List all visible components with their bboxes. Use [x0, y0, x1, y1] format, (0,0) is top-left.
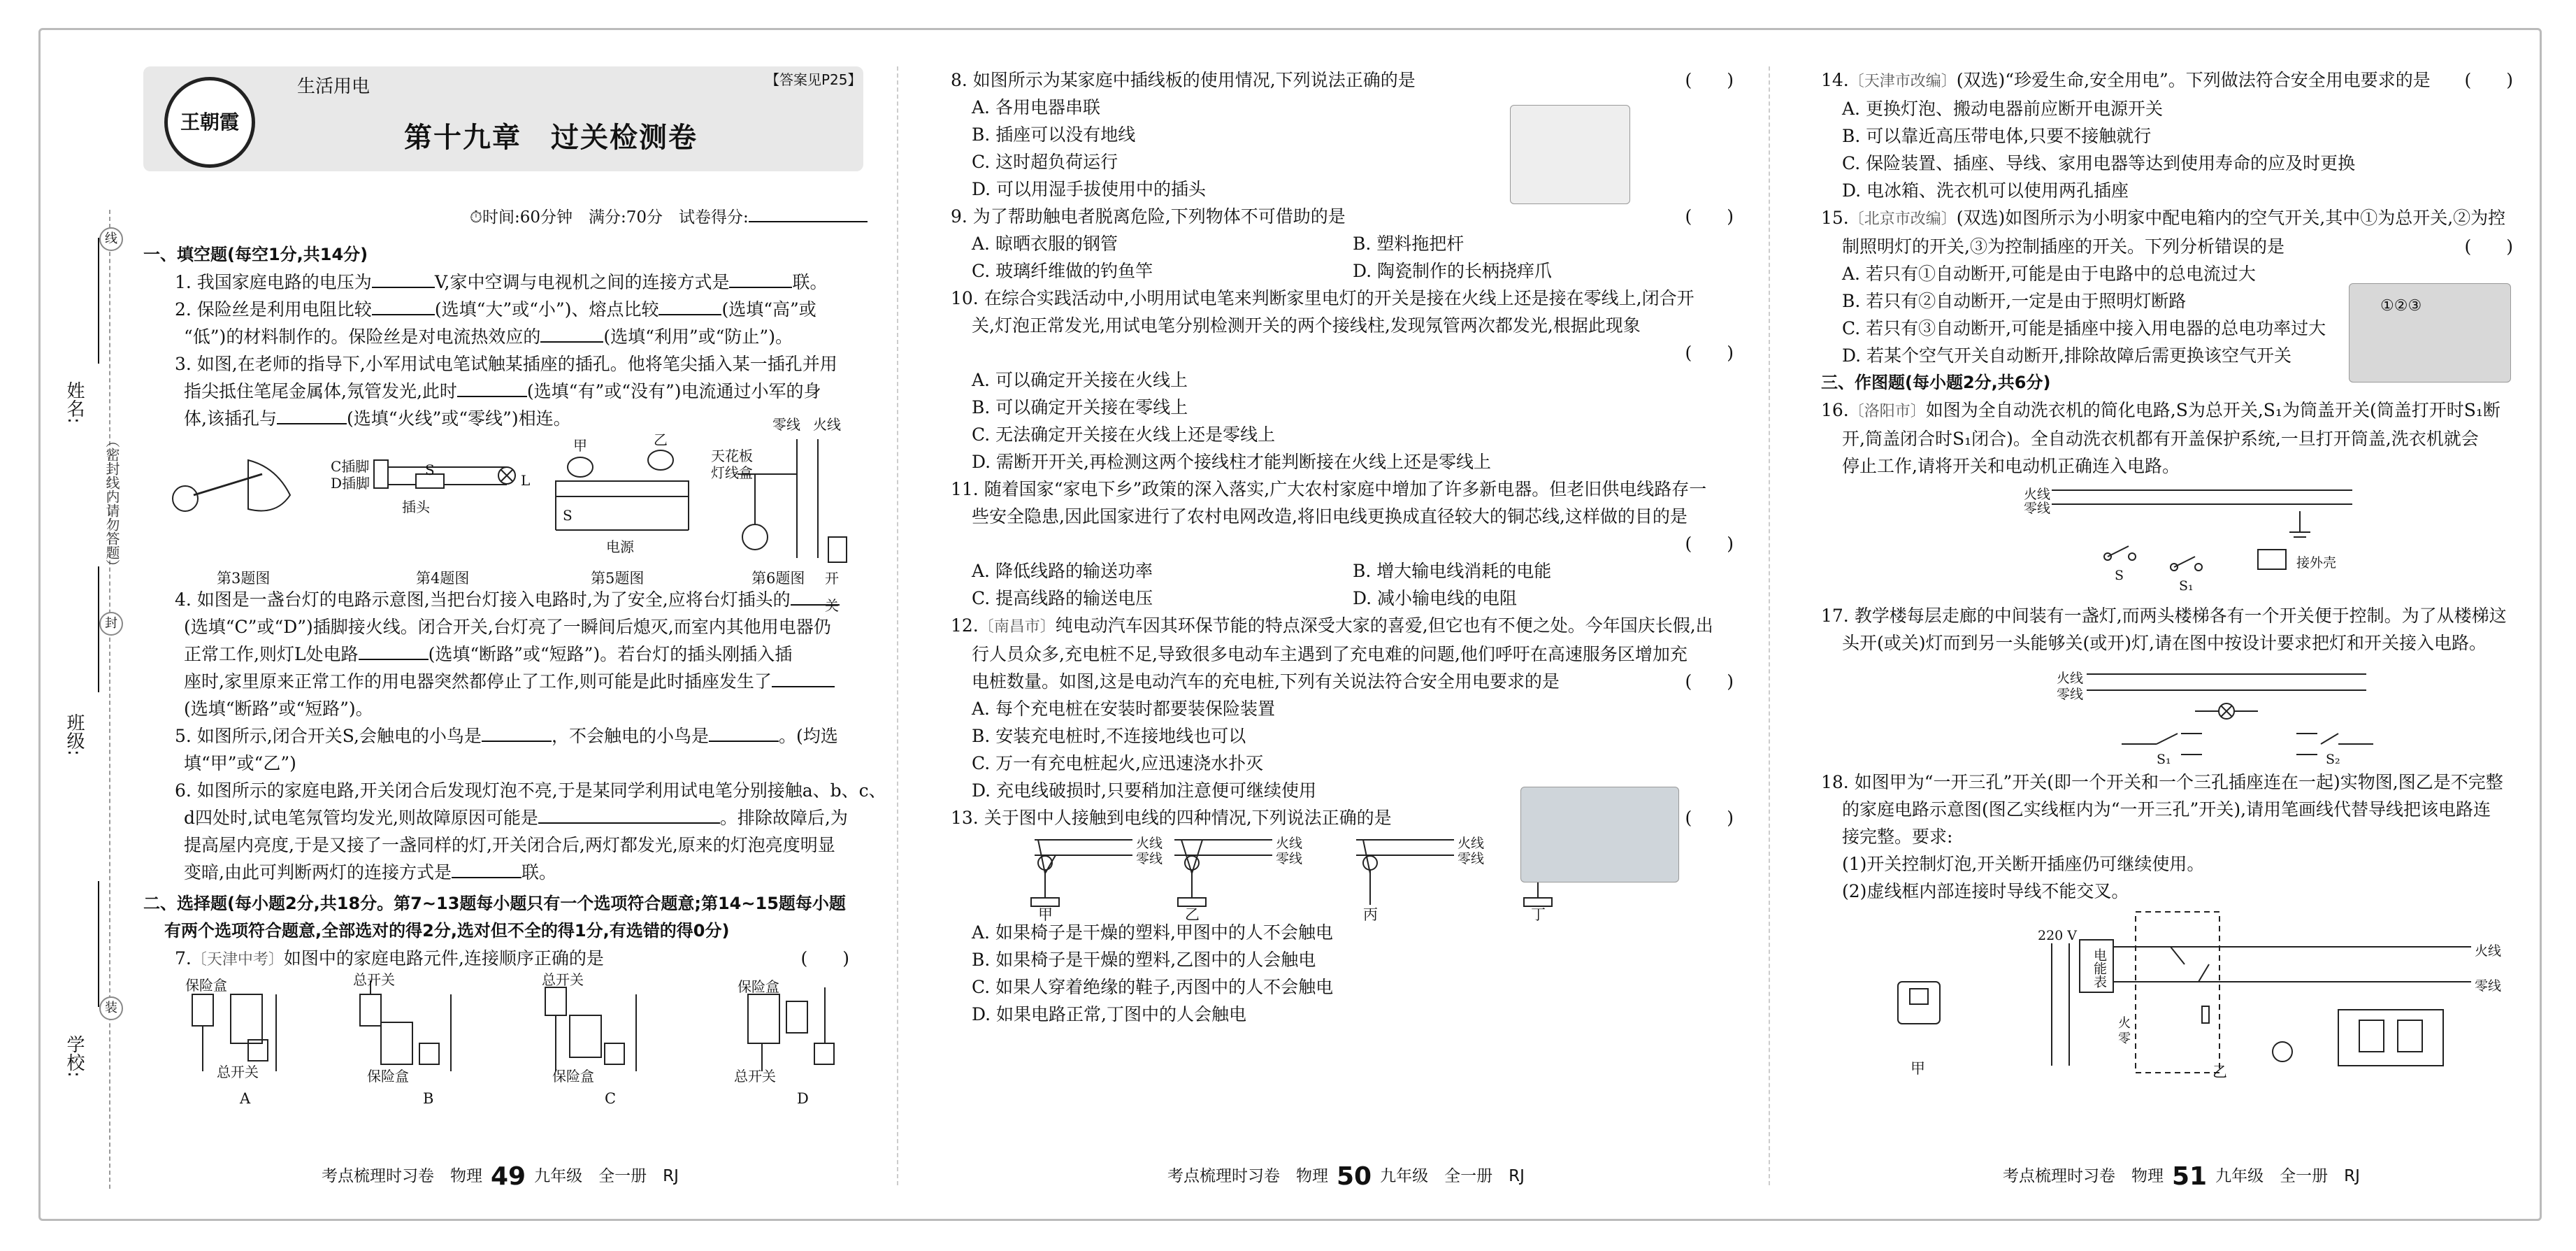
- figure-caption: 甲: [1038, 906, 1053, 923]
- fig-label: 甲: [573, 437, 587, 454]
- page-number: 51: [2172, 1162, 2208, 1191]
- school-label: 学校:: [64, 1035, 85, 1078]
- voltage-label: 220 V: [2038, 928, 2078, 943]
- question-14: 14.〔天津市改编〕(双选)“珍爱生命,安全用电”。下列做法符合安全用电要求的是 ( ): [1821, 70, 2513, 90]
- fig-label: 保险盒: [185, 977, 227, 994]
- option-b: B. 若只有②自动断开,一定是由于照明灯断路: [1842, 291, 2187, 311]
- question-10: 10. 在综合实践活动中,小明用试电笔来判断家里电灯的开关是接在火线上还是接在零线上,闭合开: [951, 288, 1694, 308]
- figure-caption: 第3题图: [217, 570, 271, 587]
- fig-label: S₂: [2326, 752, 2340, 767]
- option-d: D. 可以用湿手拔使用中的插头: [972, 179, 1207, 199]
- figure-caption: 甲: [1911, 1060, 1925, 1077]
- wire-label: 火线: [1136, 836, 1163, 851]
- wire-label: 零线: [1136, 851, 1163, 866]
- fig-label: 电源: [606, 538, 634, 555]
- question-4: 4. 如图是一盏台灯的电路示意图,当把台灯接入电路时,为了安全,应将台灯插头的: [143, 586, 849, 613]
- option-a: A. 降低线路的输送功率: [972, 561, 1153, 581]
- question-16: 16.〔洛阳市〕如图为全自动洗衣机的简化电路,S为总开关,S₁为筒盖开关(筒盖打开时S₁断: [1821, 400, 2501, 420]
- wire-label: 零线: [2057, 687, 2084, 702]
- option-d: D. 需断开开关,再检测这两个接线柱才能判断接在火线上还是零线上: [972, 452, 1491, 472]
- option-a: A. 更换灯泡、搬动电器前应断开电源开关: [1842, 99, 2163, 119]
- fig-label: 天花板: [711, 448, 753, 464]
- fig-label: 总开关: [734, 1068, 776, 1085]
- clock-icon: ⏱: [470, 208, 482, 227]
- binding-strip: [42, 210, 126, 1189]
- figure-caption: 乙: [1185, 906, 1200, 923]
- fig-label: C插脚: [331, 458, 370, 475]
- wire-label: 零线: [2475, 978, 2502, 994]
- q16-figure-drawing: [1821, 480, 2513, 602]
- wire-label: 火线: [1276, 836, 1303, 851]
- school-field[interactable]: [98, 881, 99, 1007]
- question-1: 1. 我国家庭电路的电压为 V,家中空调与电视机之间的连接方式是 联。: [175, 272, 828, 292]
- option-c: C. 无法确定开关接在火线上还是零线上: [972, 424, 1276, 445]
- question-15: 15.〔北京市改编〕(双选)如图所示为小明家中配电箱内的空气开关,其中①为总开关,②为控: [1821, 208, 2506, 228]
- charging-pile-photo: [1520, 787, 1679, 882]
- name-label: 姓名:: [64, 381, 85, 424]
- wire-label: 火线: [2024, 487, 2051, 502]
- column-divider: [897, 66, 898, 1185]
- option-d: D. 若某个空气开关自动断开,排除故障后需更换该空气开关: [1842, 345, 2291, 366]
- fig-label: S: [563, 507, 573, 524]
- column-divider: [1769, 66, 1770, 1185]
- fig-label: D插脚: [331, 475, 370, 492]
- page-footer: 考点梳理时习卷 物理 51 九年级 全一册 RJ: [2003, 1162, 2360, 1191]
- page-footer: 考点梳理时习卷 物理 49 九年级 全一册 RJ: [322, 1162, 679, 1191]
- wire-label: 零: [2118, 1031, 2131, 1046]
- figure-caption: 丙: [1363, 906, 1378, 923]
- fig-label: 保险盒: [737, 978, 779, 995]
- column-1: 一、填空题(每空1分,共14分) 1. 我国家庭电路的电压为 V,家中空调与电视机之间的连接方式是 联。 2. 保险丝是利用电阻比较 (选填“大”或“小”)、熔点比较 (选填“高”或 “低”)的材料制作的。保险丝是对电流热效应的 (选填“利用”或“防止”)。 3. 如图,在老师的指导下,小军用试电笔试触某插座的插孔。他将笔尖插入某一插孔并用 指尖抵住笔尾金属体,氖管发光,此时 (选填“有”或“没有”)电流通过小军的身 体,该插孔与 (选填“火线”或“零线”)相连。 C插脚 D插脚 插头 S L 甲 乙 S 电源 零线 火线 天花板 灯线盒 开关 第3题图 第4题图 第5题图 第6题图 4. 如图是一盏台灯的电路示意图,当把台灯接入电路时,为了安全,应将台灯插头的 (选填“C”或“D”)插脚接火线。闭合开关,台灯亮了一瞬间后熄灭,而室内其他用电器仍 正常工作,则灯L处电路 (选填“断路”或“短路”)。若台灯的插头刚插入插 座时,家里原来正常工作的用电器突然都停止了工作,则可能是此时插座发生了 (选填“断路”或“短路”)。 5. 如图所示,闭合开关S,会触电的小鸟是 ，不会触电的小鸟是 。(均选 填“甲”或“乙”) 6. 如图所示的家庭电路,开关闭合后发现灯泡不亮,于是某同学利用试电笔分别接触a、b、c、 d四处时,试电笔氖管均发光,则故障原因可能是 。排除故障后,为 提高屋内亮度,于是又接了一盏同样的灯,开关闭合后,两灯都发光,原来的灯泡亮度明显 变暗,由此可判断两灯的连接方式是 联。 二、选择题(每小题2分,共18分。第7~13题每小题只有一个选项符合题意;第14~15题每小题 有两个选项符合题意,全部选对的得2分,选对但不全的得1分,有选错的得0分) 7.〔天津中考〕如图中的家庭电路元件,连接顺序正确的是 ( ) 保险盒 总开关 总开关 保险盒 总开关 保险盒 保险盒 总开关 A B C D: [143, 241, 849, 1089]
- wire-label: 零线: [2024, 501, 2051, 516]
- fig-label: S₁: [2179, 578, 2194, 594]
- option-label: C: [605, 1090, 617, 1107]
- seal-mark: 装: [99, 996, 123, 1020]
- figure-caption: 乙: [2212, 1064, 2227, 1080]
- seal-mark: 线: [99, 227, 123, 251]
- question-6: 6. 如图所示的家庭电路,开关闭合后发现灯泡不亮,于是某同学利用试电笔分别接触a、b、c、: [175, 780, 886, 801]
- brand-logo: 王朝霞: [164, 77, 255, 168]
- option-a: A. 若只有①自动断开,可能是由于电路中的总电流过大: [1842, 264, 2256, 284]
- option-c: C. 保险装置、插座、导线、家用电器等达到使用寿命的应及时更换: [1842, 153, 2356, 173]
- figure-caption: 第5题图: [591, 570, 645, 587]
- fig-label: 灯线盒: [711, 464, 753, 481]
- birds-circuit-figure: [556, 450, 689, 530]
- binding-dashed-line: [109, 210, 110, 1189]
- exam-meta: ⏱时间:60分钟 满分:70分 试卷得分:: [470, 204, 868, 227]
- option-c: C. 这时超负荷运行: [972, 152, 1118, 172]
- q18-figure-drawing: [1821, 905, 2513, 1080]
- section-heading: 有两个选项符合题意,全部选对的得2分,选对但不全的得1分,有选错的得0分): [164, 921, 730, 941]
- option-label: A: [240, 1090, 251, 1107]
- option-d: D. 如果电路正常,丁图中的人会触电: [972, 1004, 1246, 1024]
- meter-label: 电能表: [2092, 948, 2107, 988]
- no-answer-note: （密封线内请勿答题）: [103, 434, 120, 573]
- score-field[interactable]: [749, 221, 868, 222]
- fig-label: 零线: [772, 416, 800, 433]
- figure-caption: 丁: [1531, 906, 1546, 923]
- fig-label: 总开关: [542, 971, 584, 988]
- question-2: 2. 保险丝是利用电阻比较 (选填“大”或“小”)、熔点比较 (选填“高”或: [175, 299, 816, 320]
- option-b: B. 插座可以没有地线: [972, 124, 1136, 145]
- fig-label: 开关: [825, 570, 839, 614]
- option-d: D. 充电线破损时,只要稍加注意便可继续使用: [972, 780, 1316, 801]
- fig-label: 保险盒: [552, 1068, 594, 1085]
- column-2: 8. 如图所示为某家庭中插线板的使用情况,下列说法正确的是 ( ) A. 各用电器串联 B. 插座可以没有地线 C. 这时超负荷运行 D. 可以用湿手拔使用中的插头 9. 为了帮助触电者脱离危险,下列物体不可借助的是 ( ) A. 晾晒衣服的钢管 B. 塑料拖把杆 C. 玻璃纤维做的钓鱼竿 D. 陶瓷制作的长柄挠痒爪 10. 在综合实践活动中,小明用试电笔来判断家里电灯的开关是接在火线上还是接在零线上,闭合开 关,灯泡正常发光,用试电笔分别检测开关的两个接线柱,发现氖管两次都发光,根据此现象 ( ) A. 可以确定开关接在火线上 B. 可以确定开关接在零线上 C. 无法确定开关接在火线上还是零线上 D. 需断开开关,再检测这两个接线柱才能判断接在火线上还是零线上 11. 随着国家“家电下乡”政策的深入落实,广大农村家庭中增加了许多新电器。但老旧供电线路存一 些安全隐患,因此国家进行了农村电网改造,将旧电线更换成直径较大的铜芯线,这样做的目的是 ( ) A. 降低线路的输送功率 B. 增大输电线消耗的电能 C. 提高线路的输送电压 D. 减小输电线的电阻 12.〔南昌市〕纯电动汽车因其环保节能的特点深受大家的喜爱,但它也有不便之处。今年国庆长假,出 行人员众多,充电桩不足,导致很多电动车主遇到了充电难的问题,他们呼吁在高速服务区增加充 电桩数量。如图,这是电动汽车的充电桩,下列有关说法符合安全用电要求的是 ( ) A. 每个充电桩在安装时都要装保险装置 B. 安装充电桩时,不连接地线也可以 C. 万一有充电桩起火,应迅速浇水扑灭 D. 充电线破损时,只要稍加注意便可继续使用 13. 关于图中人接触到电线的四种情况,下列说法正确的是 ( ) 火线 零线 火线 零线 火线 零线 甲 乙 丙 丁 A. 如果椅子是干燥的塑料,甲图中的人不会触电 B. 如果椅子是干燥的塑料,乙图中的人会触电 C. 如果人穿着绝缘的鞋子,丙图中的人不会触电 D. 如果电路正常,丁图中的人会触电: [951, 66, 1734, 1028]
- option-b: B. 可以确定开关接在零线上: [972, 397, 1188, 417]
- option-b: B. 可以靠近高压带电体,只要不接触就行: [1842, 126, 2152, 146]
- wire-label: 火线: [2057, 671, 2084, 686]
- option-c: C. 如果人穿着绝缘的鞋子,丙图中的人不会触电: [972, 977, 1334, 997]
- question-11: 11. 随着国家“家电下乡”政策的深入落实,广大农村家庭中增加了许多新电器。但老旧供电线路存一: [951, 479, 1707, 499]
- power-strip-photo: [1510, 105, 1630, 204]
- section-heading: 一、填空题(每空1分,共14分): [143, 245, 368, 264]
- option-c: C. 万一有充电桩起火,应迅速浇水扑灭: [972, 753, 1264, 773]
- fig-label: S: [425, 462, 435, 478]
- option-a: A. 晾晒衣服的钢管: [972, 234, 1118, 254]
- question-18: 18. 如图甲为“一开三孔”开关(即一个开关和一个三孔插座连在一起)实物图,图乙是不完整: [1821, 772, 2503, 792]
- option-c: C. 提高线路的输送电压: [972, 588, 1153, 608]
- question-17: 17. 教学楼每层走廊的中间装有一盏灯,而两头楼梯各有一个开关便于控制。为了从楼梯这: [1821, 606, 2507, 626]
- fig-label: 保险盒: [367, 1068, 409, 1085]
- option-c: C. 若只有③自动断开,可能是插座中接入用电器的总电功率过大: [1842, 318, 2326, 338]
- name-field[interactable]: [98, 238, 99, 364]
- fig-label: 接外壳: [2296, 555, 2337, 571]
- option-a: A. 各用电器串联: [972, 97, 1100, 117]
- wire-label: 零线: [1276, 851, 1303, 866]
- section-heading: 二、选择题(每小题2分,共18分。第7~13题每小题只有一个选项符合题意;第14~15题每小题: [143, 894, 846, 913]
- option-d: D. 减小输电线的电阻: [1353, 588, 1518, 608]
- question-12: 12.〔南昌市〕纯电动汽车因其环保节能的特点深受大家的喜爱,但它也有不便之处。今年国庆长假,出: [951, 615, 1713, 636]
- switch-numbers: ①②③: [2380, 297, 2422, 315]
- question-5: 5. 如图所示,闭合开关S,会触电的小鸟是 ，不会触电的小鸟是 。(均选: [175, 726, 838, 746]
- class-label: 班级:: [64, 713, 85, 756]
- option-b: B. 安装充电桩时,不连接地线也可以: [972, 726, 1246, 746]
- fig-label: S₁: [2157, 752, 2171, 767]
- wire-label: 火: [2118, 1016, 2131, 1031]
- option-a: A. 可以确定开关接在火线上: [972, 370, 1188, 390]
- wire-label: 零线: [1458, 851, 1485, 866]
- seal-mark: 封: [99, 612, 123, 636]
- question-3: 3. 如图,在老师的指导下,小军用试电笔试触某插座的插孔。他将笔尖插入某一插孔并用: [175, 354, 837, 374]
- q17-figure: [1821, 657, 2513, 769]
- option-b: B. 塑料拖把杆: [1353, 234, 1465, 254]
- section-heading: 三、作图题(每小题2分,共6分): [1821, 373, 2051, 392]
- q16-figure: [1821, 480, 2513, 602]
- fig-label: 火线: [813, 416, 841, 433]
- fig-label: S: [2115, 568, 2124, 583]
- fig-label: 乙: [654, 431, 668, 448]
- page-footer: 考点梳理时习卷 物理 50 九年级 全一册 RJ: [1167, 1162, 1525, 1191]
- q7-figures: [143, 971, 849, 1107]
- tester-pen-figure: [173, 460, 290, 511]
- lamp-circuit-figure: [374, 460, 515, 488]
- wire-label: 火线: [1458, 836, 1485, 851]
- wire-label: 火线: [2475, 943, 2502, 959]
- question-9: 9. 为了帮助触电者脱离危险,下列物体不可借助的是 ( ): [951, 206, 1734, 227]
- answer-reference: 【答案见P25】: [765, 71, 862, 88]
- option-d: D. 电冰箱、洗衣机可以使用两孔插座: [1842, 180, 2129, 201]
- fig-label: 插头: [402, 499, 430, 515]
- question-8: 8. 如图所示为某家庭中插线板的使用情况,下列说法正确的是 ( ): [951, 70, 1734, 90]
- option-b: B. 如果椅子是干燥的塑料,乙图中的人会触电: [972, 950, 1316, 970]
- option-d: D. 陶瓷制作的长柄挠痒爪: [1353, 261, 1553, 281]
- option-b: B. 增大输电线消耗的电能: [1353, 561, 1552, 581]
- fig-label: L: [521, 472, 531, 489]
- q18-figure: [1821, 905, 2513, 1080]
- figure-caption: 第4题图: [416, 570, 470, 587]
- air-switch-photo: [2349, 283, 2511, 383]
- figure-caption: 第6题图: [751, 570, 805, 587]
- fig-label: 总开关: [217, 1064, 259, 1080]
- house-circuit-figure: [737, 439, 847, 562]
- topic-label: 生活用电: [297, 76, 370, 97]
- class-field[interactable]: [98, 566, 99, 692]
- option-a: A. 如果椅子是干燥的塑料,甲图中的人不会触电: [972, 922, 1333, 943]
- question-13: 13. 关于图中人接触到电线的四种情况,下列说法正确的是 ( ): [951, 808, 1734, 828]
- option-label: B: [423, 1090, 434, 1107]
- question-7: 7.〔天津中考〕如图中的家庭电路元件,连接顺序正确的是 ( ): [175, 948, 849, 968]
- page-title: 第十九章 过关检测卷: [404, 122, 698, 154]
- page-number: 49: [491, 1162, 526, 1191]
- option-label: D: [797, 1090, 809, 1107]
- option-c: C. 玻璃纤维做的钓鱼竿: [972, 261, 1153, 281]
- column-3: 14.〔天津市改编〕(双选)“珍爱生命,安全用电”。下列做法符合安全用电要求的是 ( ) A. 更换灯泡、搬动电器前应断开电源开关 B. 可以靠近高压带电体,只要不接触就行 C. 保险装置、插座、导线、家用电器等达到使用寿命的应及时更换 D. 电冰箱、洗衣机可以使用两孔插座 15.〔北京市改编〕(双选)如图所示为小明家中配电箱内的空气开关,其中①为总开关,②为控 制照明灯的开关,③为控制插座的开关。下列分析错误的是 ( ) A. 若只有①自动断开,可能是由于电路中的总电流过大 B. 若只有②自动断开,一定是由于照明灯断路 C. 若只有③自动断开,可能是插座中接入用电器的总电功率过大 D. 若某个空气开关自动断开,排除故障后需更换该空气开关 三、作图题(每小题2分,共6分) 16.〔洛阳市〕如图为全自动洗衣机的简化电路,S为总开关,S₁为筒盖开关(筒盖打开时S₁断 开,筒盖闭合时S₁闭合)。全自动洗衣机都有开盖保护系统,一旦打开筒盖,洗衣机就会 停止工作,请将开关和电动机正确连入电路。 火线 零线 S S₁ 接外壳 17. 教学楼每层走廊的中间装有一盏灯,而两头楼梯各有一个开关便于控制。为了从楼梯这 头开(或关)灯而到另一头能够关(或开)灯,请在图中按设计要求把灯和开关接入电路。 火线 零线 S₁ S₂ 18. 如图甲为“一开三孔”开关(即一个开关和一个三孔插座连在一起)实物图,图乙是不完整 的家庭电路示意图(图乙实线框内为“一开三孔”开关),请用笔画线代替导线把该电路连 接完整。要求: (1)开关控制灯泡,开关断开插座仍可继续使用。 (2)虚线框内部连接时导线不能交叉。 220 V 电能表 火线 零线 火 零 甲 乙: [1821, 66, 2513, 1080]
- option-a: A. 每个充电桩在安装时都要装保险装置: [972, 699, 1275, 719]
- fig-label: 总开关: [353, 971, 395, 988]
- page-number: 50: [1337, 1162, 1372, 1191]
